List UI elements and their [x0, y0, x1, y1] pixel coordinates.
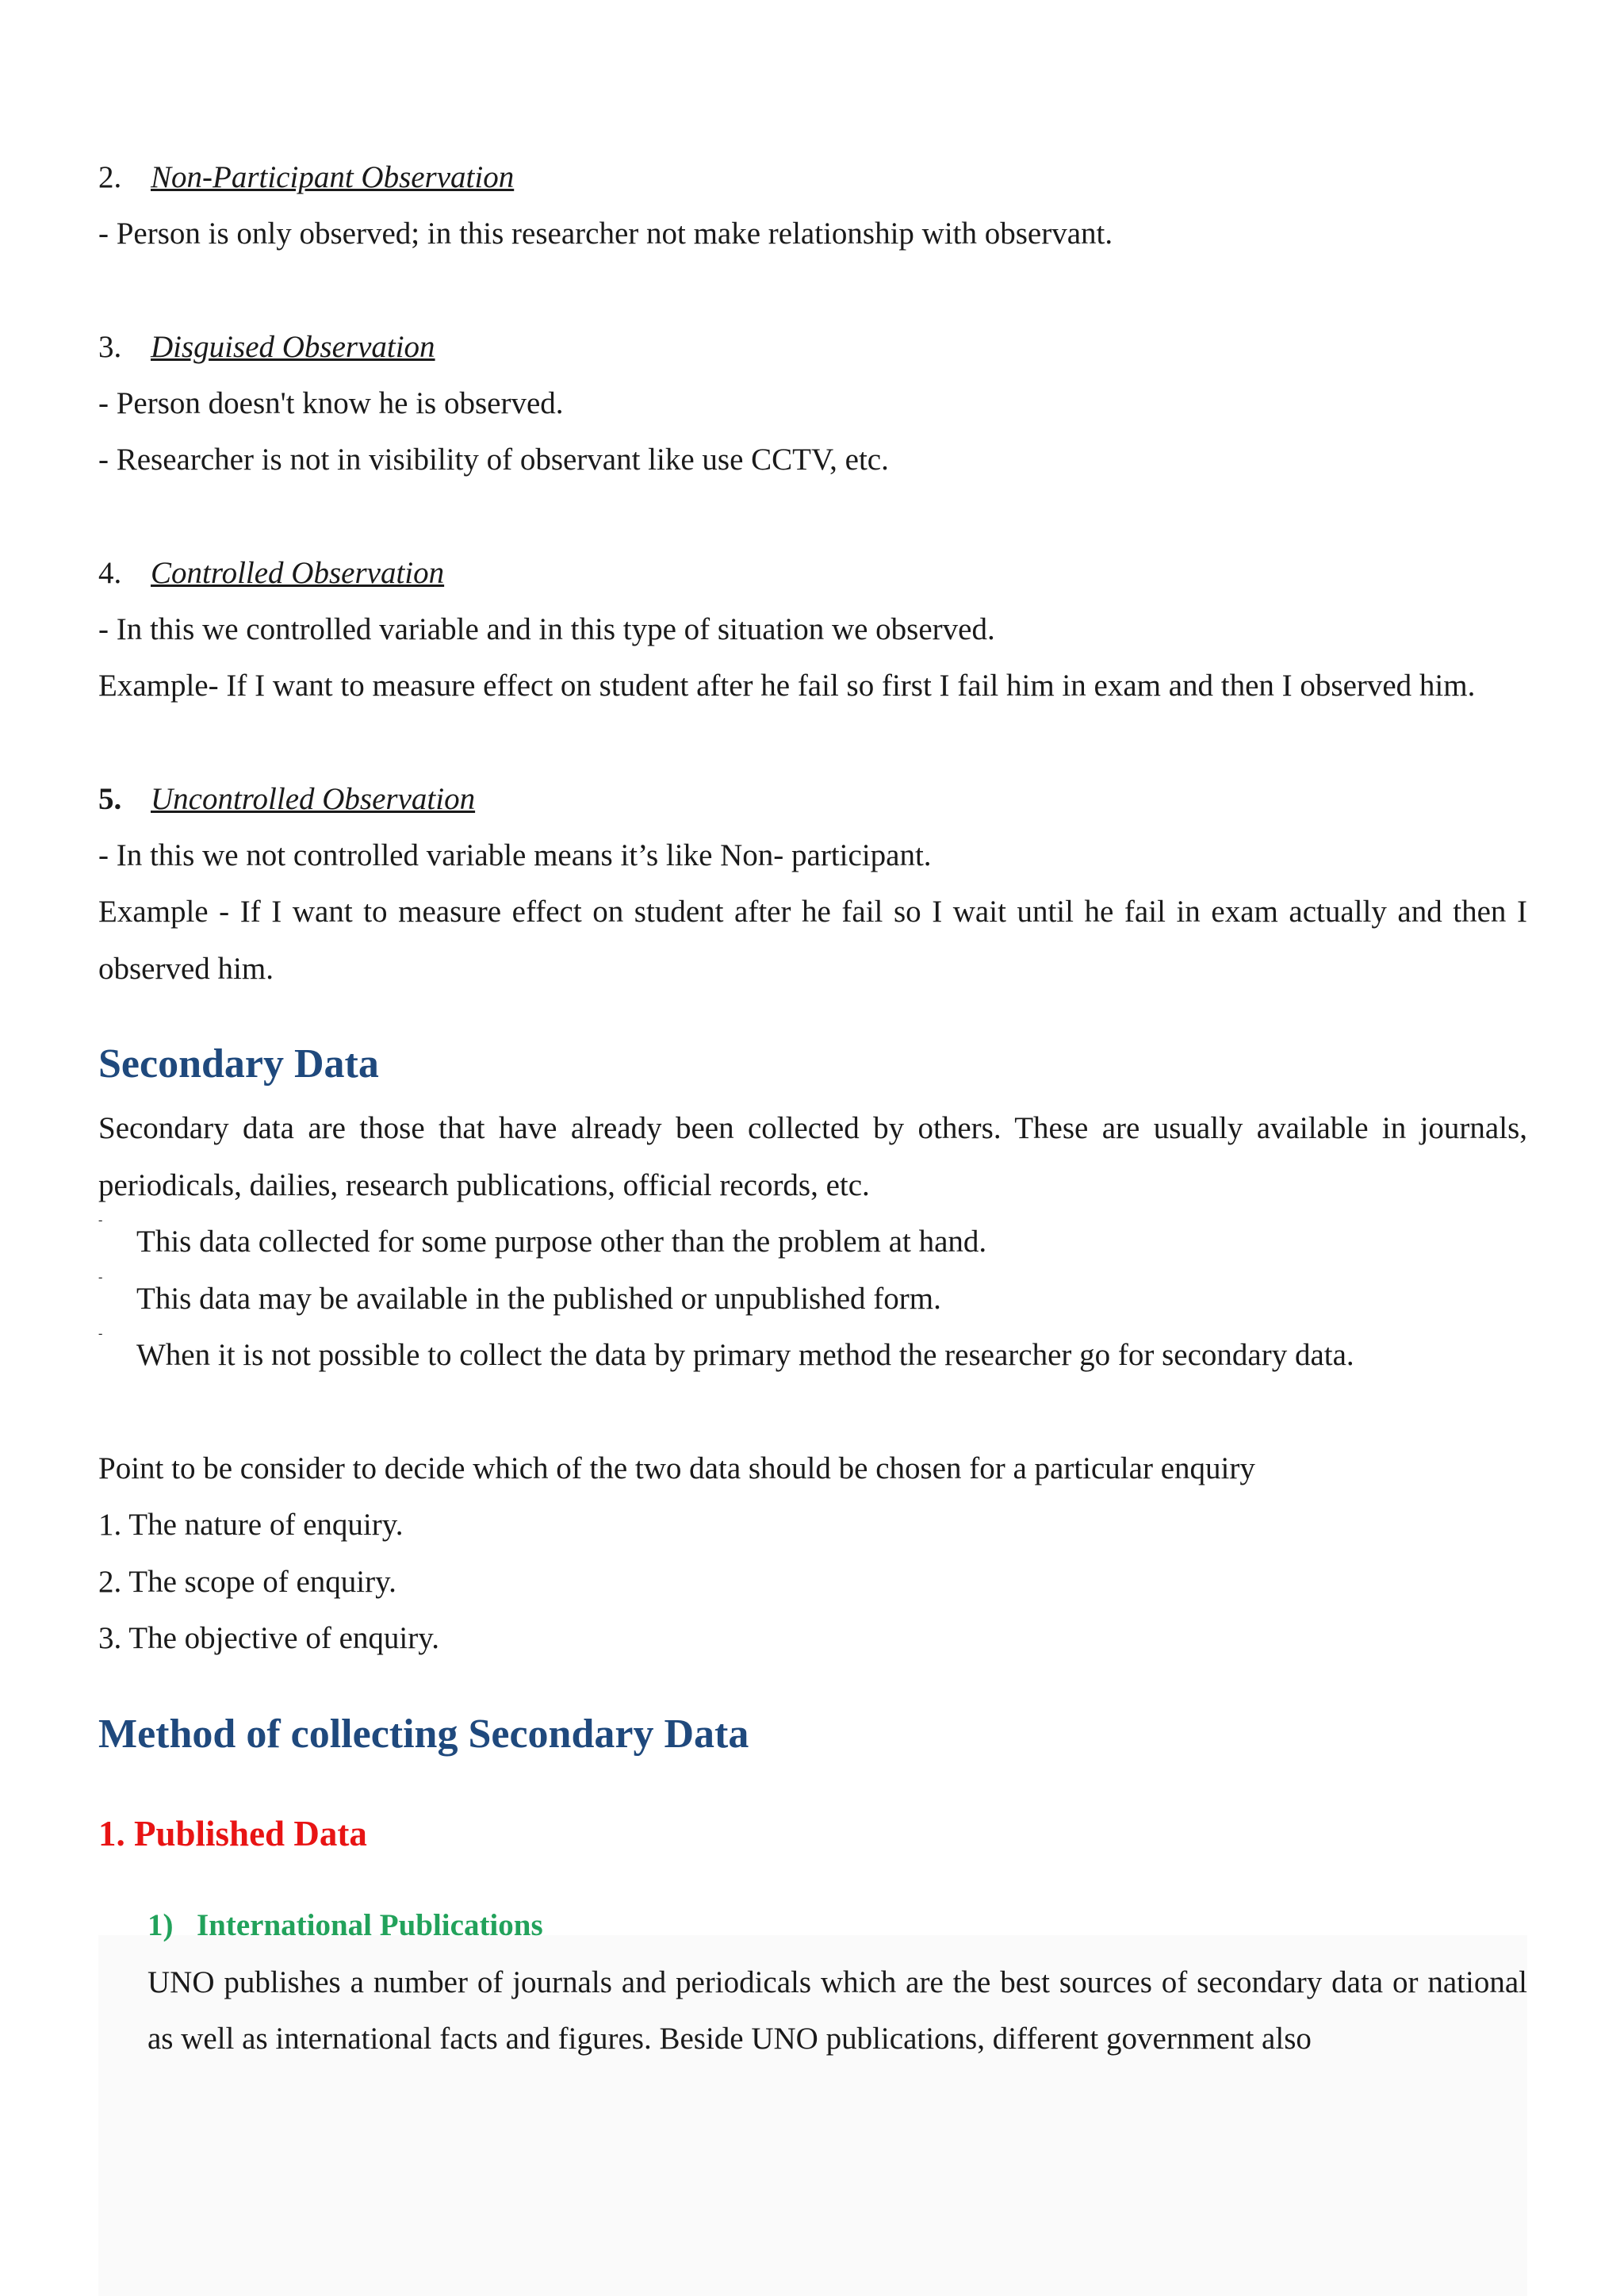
- observation-example: Example- If I want to measure effect on student after he fail so first I fail him in exam and then I observed him.: [98, 669, 1476, 703]
- point-item: 1. The nature of enquiry.: [98, 1508, 404, 1542]
- section-heading-secondary-data: Secondary Data: [98, 1041, 379, 1087]
- observation-heading-non-participant: [98, 149, 1527, 205]
- item-title: International Publications: [197, 1907, 543, 1942]
- observation-example: Example - If I want to measure effect on student after he fail so I wait until he fail in exam actually and then I observed him.: [98, 895, 1527, 986]
- point-item: 3. The objective of enquiry.: [98, 1621, 439, 1655]
- subheading-published-data: 1. Published Data: [98, 1813, 367, 1853]
- item-number: 3.: [98, 329, 122, 364]
- observation-heading-disguised: [98, 319, 1527, 375]
- international-publications-block: [98, 1897, 1527, 2068]
- item-title: Disguised Observation: [151, 329, 435, 364]
- observation-line: - Person doesn't know he is observed.: [98, 385, 564, 420]
- bullet-dash: -: [98, 1270, 103, 1284]
- item-number: 1): [147, 1907, 174, 1942]
- item-number: 5.: [98, 781, 122, 816]
- points-intro: Point to be consider to decide which of the two data should be chosen for a particular enquiry: [98, 1451, 1255, 1485]
- item-number: 2.: [98, 160, 122, 194]
- bullet-text: When it is not possible to collect the data by primary method the researcher go for secondary data.: [136, 1338, 1354, 1372]
- observation-line: - In this we not controlled variable means it’s like Non- participant.: [98, 838, 932, 872]
- bullet-item: [98, 1327, 1527, 1384]
- item-number: 4.: [98, 555, 122, 590]
- document-content: [98, 149, 1527, 2068]
- international-publications-text: UNO publishes a number of journals and periodicals which are the best sources of secondary data or national as well as international facts and figures. Beside UNO publications, different government also: [147, 1964, 1527, 2056]
- point-item: 2. The scope of enquiry.: [98, 1564, 396, 1599]
- bullet-dash: -: [98, 1327, 103, 1340]
- secondary-intro: Secondary data are those that have already been collected by others. These are usually available in journals, periodicals, dailies, research publications, official records, etc.: [98, 1111, 1527, 1202]
- observation-line: - Person is only observed; in this researcher not make relationship with observant.: [98, 217, 1113, 251]
- item-title: Uncontrolled Observation: [151, 781, 476, 816]
- observation-line: - Researcher is not in visibility of observant like use CCTV, etc.: [98, 443, 889, 477]
- bullet-text: This data collected for some purpose other than the problem at hand.: [136, 1225, 987, 1259]
- bullet-item: [98, 1271, 1527, 1328]
- bullet-item: [98, 1213, 1527, 1271]
- observation-heading-controlled: [98, 545, 1527, 601]
- observation-line: - In this we controlled variable and in this type of situation we observed.: [98, 611, 995, 646]
- bullet-text: This data may be available in the published or unpublished form.: [136, 1281, 941, 1316]
- item-title: Non-Participant Observation: [151, 160, 515, 194]
- observation-heading-uncontrolled: [98, 771, 1527, 827]
- item-title: Controlled Observation: [151, 555, 445, 590]
- section-heading-method: Method of collecting Secondary Data: [98, 1711, 749, 1757]
- subsubheading-international-publications: [147, 1897, 1527, 1954]
- bullet-dash: -: [98, 1213, 103, 1227]
